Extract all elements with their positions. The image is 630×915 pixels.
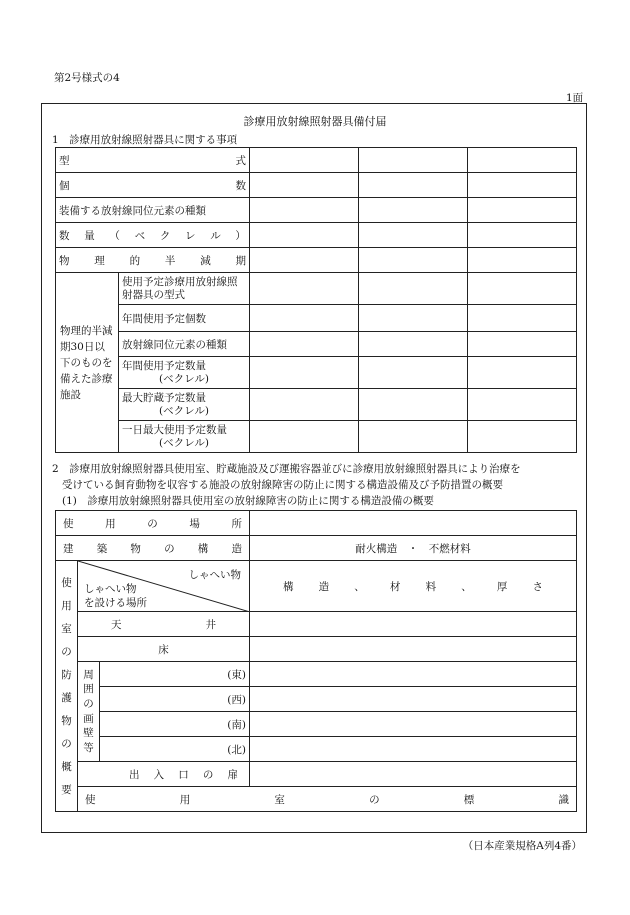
table-row (56, 787, 577, 812)
facility-row-model: 使用予定診療用放射線照射器具の型式 (122, 275, 238, 301)
section2-table (55, 510, 577, 812)
ceiling-label: 天 井 (111, 618, 216, 631)
input-cell[interactable] (468, 148, 577, 173)
table-row (56, 223, 577, 248)
table-row (56, 173, 577, 198)
model-label-a: 型 (59, 154, 70, 167)
facility-row-annual-qty: 年間使用予定数量 (122, 359, 206, 372)
ceiling-input[interactable] (250, 612, 577, 637)
wall-north-input[interactable] (250, 737, 577, 762)
table-row (56, 536, 577, 561)
input-cell[interactable] (250, 357, 359, 389)
table-row (56, 561, 577, 612)
floor-label: 床 (78, 637, 250, 662)
input-cell[interactable] (250, 223, 359, 248)
table-row (56, 421, 577, 453)
table-row (56, 511, 577, 536)
input-cell[interactable] (359, 357, 468, 389)
facility-row-daily-max: 一日最大使用予定数量 (122, 423, 227, 436)
input-cell[interactable] (250, 421, 359, 453)
table-row (56, 273, 577, 305)
table-row (56, 612, 577, 637)
input-cell[interactable] (359, 223, 468, 248)
input-cell[interactable] (468, 305, 577, 332)
input-cell[interactable] (250, 148, 359, 173)
form-title: 診療用放射線照射器具備付届 (243, 115, 387, 128)
count-label-a: 個 (59, 179, 70, 192)
count-label-b: 数 (235, 179, 246, 192)
input-cell[interactable] (468, 421, 577, 453)
input-cell[interactable] (468, 332, 577, 357)
building-value[interactable]: 耐火構造 ・ 不燃材料 (250, 536, 577, 561)
input-cell[interactable] (250, 332, 359, 357)
wall-north-label: (北) (100, 737, 250, 762)
table-row (56, 637, 577, 662)
facility-row-annual-count: 年間使用予定個数 (122, 312, 206, 325)
entrance-input[interactable] (250, 762, 577, 787)
wall-east-input[interactable] (250, 662, 577, 687)
table-row (56, 198, 577, 223)
shield-columns-header: 構 造 、 材 料 、 厚 さ (283, 580, 543, 593)
model-label-b: 式 (235, 154, 246, 167)
input-cell[interactable] (468, 389, 577, 421)
input-cell[interactable] (250, 248, 359, 273)
sign-label: 使 用 室 の 標 識 (85, 793, 569, 806)
vertical-room-label: 使 用 室 の 防 護 物 の 概 要 (61, 576, 72, 796)
input-cell[interactable] (250, 273, 359, 305)
table-row (56, 737, 577, 762)
input-cell[interactable] (359, 173, 468, 198)
wall-label: 周 囲 の 画 壁 等 (83, 668, 94, 755)
wall-south-label: (南) (100, 712, 250, 737)
building-label: 建 築 物 の 構 造 (63, 542, 242, 555)
floor-input[interactable] (250, 637, 577, 662)
input-cell[interactable] (468, 357, 577, 389)
halflife-label: 物 理 的 半 減 期 (59, 254, 246, 267)
footer-paper-size: （日本産業規格A列4番） (462, 840, 582, 852)
form-number: 第2号様式の4 (54, 72, 120, 84)
input-cell[interactable] (250, 305, 359, 332)
input-cell[interactable] (468, 273, 577, 305)
input-cell[interactable] (359, 421, 468, 453)
section2-heading-line2: 受けている飼育動物を収容する施設の放射線障害の防止に関する構造設備及び予防措置の概要 (62, 479, 503, 491)
input-cell[interactable] (250, 198, 359, 223)
input-cell[interactable] (468, 248, 577, 273)
input-cell[interactable] (359, 332, 468, 357)
facility-row-max-storage: 最大貯蔵予定数量 (122, 391, 206, 404)
unit-becquerel: (ベクレル) (159, 372, 209, 385)
table-row (56, 762, 577, 787)
input-cell[interactable] (250, 389, 359, 421)
table-row (56, 389, 577, 421)
table-row (56, 332, 577, 357)
input-cell[interactable] (359, 305, 468, 332)
table-row (56, 248, 577, 273)
input-cell[interactable] (359, 248, 468, 273)
section1-heading: 1 診療用放射線照射器具に関する事項 (52, 134, 238, 146)
table-row (56, 148, 577, 173)
wall-east-label: (東) (100, 662, 250, 687)
facility-row-isotope: 放射線同位元素の種類 (122, 338, 227, 351)
section2-sub-heading: (1) 診療用放射線照射器具使用室の放射線障害の防止に関する構造設備の概要 (62, 495, 434, 507)
input-cell[interactable] (359, 148, 468, 173)
wall-west-input[interactable] (250, 687, 577, 712)
location-input[interactable] (250, 511, 577, 536)
wall-west-label: (西) (100, 687, 250, 712)
table-row (56, 305, 577, 332)
unit-becquerel: (ベクレル) (159, 436, 209, 449)
section1-table (55, 147, 577, 453)
shield-label-top: しゃへい物 (188, 569, 241, 581)
shield-label-left-2: を設ける場所 (84, 597, 147, 609)
table-row (56, 357, 577, 389)
table-row (56, 662, 577, 687)
location-label: 使 用 の 場 所 (63, 517, 242, 530)
input-cell[interactable] (468, 173, 577, 198)
table-row (56, 712, 577, 737)
input-cell[interactable] (468, 198, 577, 223)
table-row (56, 687, 577, 712)
facility-label: 物理的半減期30日以下のものを備えた診療施設 (60, 324, 113, 401)
input-cell[interactable] (359, 273, 468, 305)
unit-becquerel: (ベクレル) (159, 404, 209, 417)
entrance-label: 出 入 口 の 扉 (129, 768, 238, 781)
shield-label-left-1: しゃへい物 (84, 583, 137, 595)
isotope-label: 装備する放射線同位元素の種類 (59, 204, 206, 217)
section2-heading-line1: 2 診療用放射線照射器具使用室、貯蔵施設及び運搬容器並びに診療用放射線照射器具により治療を (52, 463, 521, 475)
input-cell[interactable] (359, 389, 468, 421)
input-cell[interactable] (359, 198, 468, 223)
input-cell[interactable] (468, 223, 577, 248)
wall-south-input[interactable] (250, 712, 577, 737)
quantity-label: 数 量 （ ベ ク レ ル ） (59, 229, 246, 242)
page-number: 1面 (566, 92, 584, 104)
input-cell[interactable] (250, 173, 359, 198)
